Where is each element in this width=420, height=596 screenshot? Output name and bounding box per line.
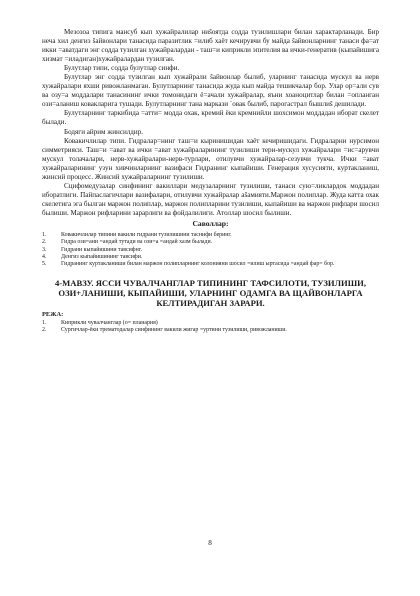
plan-label: РЕЖА: [42, 311, 64, 319]
plan-list [42, 320, 379, 335]
list-item: 4. Денгиз кыпайишининг тавсифи. [42, 253, 143, 260]
questions-title: Саволлар: [192, 218, 229, 228]
paragraph-scyphomedusae: Сцифомедузалар синфининг вакиллари медузаларнинг тузилиши, танаси сую=ликлардок моддадан иборатлиги. Пайпаслагичлари вазифалари, отилувчи хужайралар аšамияти.Маржон полиплар. Жуда катта охак скелетига эга былган маржон полиплар, маржон полипларини тузилиши, кыпайиши ва маржон рифлари шосил былиши. Маржон рифларини зарарлиги ва фойдалилиги. Атоллар шосил былиши. [42, 181, 379, 217]
list-item: 5. Гидранинг куртакланиши билан маржон полипларнинг колонияни шосил =илиш ыртасида =андай фар= бор. [42, 261, 335, 268]
paragraph-sponges-structure: Булутлар энг содда тузилган кып хужайрали šайвонлар былиб, уларнинг танасида мускул ва нерв хужайралари яхши ривожланмаган. Булутларнинг танасида жуда кып майда тешикчалар бор. Улар ор=али сув ва озу=а моддалари танасининг ички томонидаги ё=ачали хужайралар, яъни хоаноцитлар билан =опланган ози=аланиш ковакларига тушади. Булутларнинг тана маркази `овак былиб, парогастрал бышлиš дешилади. [42, 73, 379, 109]
paragraph-mesozoa: Мезозоа типига мансуб кып хужайралилар ниšоятда содда тузилишлари билан характарланади. Бир неча хил денгиз šайвонлари танасида паразитлик =илиб хаёт кечирувчи бу майда šайвонларнинг танаси фа=ат икки =аватдаги энг содда тузилган хужайралардан - таш=и киприкли эпителия ва ички-генератив (кыпайишига хизмат =иладиган)хужайралардан тузилган. [42, 28, 379, 64]
list-item: 1. Киприкли чувалчанглар (о= планария) [42, 320, 158, 327]
paragraph-sponges-heading: Булутлар типи, содда булутлар синфи. [64, 64, 180, 73]
list-item: 2. Гидра ози=ани =андай тутади ва ози=а =андай хазм былади. [42, 239, 213, 246]
paragraph-bodyaga: Бодяги айрим жинсилдир. [64, 127, 144, 136]
list-item: 1. Ковакичлилар типини вакили гидрани тузилишини таснифи беринг. [42, 232, 232, 239]
list-item: 2. Сургичлар-ёки трематодалар синфининг вакили жигар =уртини тузилиши, ривожланиши. [42, 327, 287, 334]
section-title: 4-МАВЗУ. ЯССИ ЧУВАЛЧАНГЛАР ТИПИНИНГ ТАФСИЛОТИ, ТУЗИЛИШИ, ОЗИ+ЛАНИШИ, КЫПАЙИШИ, УЛАРНИНГ ОДАМГА ВА ЩАЙВОНЛАРГА КЕЛТИРАДИГАН ЗАРАРИ. [55, 277, 366, 308]
paragraph-cnidaria: Ковакичлилар типи. Гидралар=нинг таш=и кыринишидан хаёт кечиришидаги. Гидраларни нурсимон симметрияси. Таш=и =ават ва ички =ават хужайраларининг тузилиши тери-мускул хужайралари =ис=арувчи мускул толачалари, нерв-хужайралари-нерв-турлари, отилувчи хужайралар-сезувчи тукча. Ички =ават хужайраларининг узун хивчинларнинг вазифаси Гидранинг кыпайиши. Генерация хусусияти, куртакланиш, жинсий процесс. Жинсий хужайраларнинг тузилиши. [42, 136, 379, 181]
list-item: 3. Гидрани кыпайишини тавсифнг. [42, 246, 142, 253]
page-number: 8 [208, 539, 212, 547]
questions-list [42, 232, 379, 268]
paragraph-sponges-skeleton: Булутларнинг таркибида =атти= модда охак, кремий ёки кремнийли шохсимон моддадан иборат скелет былади. [42, 109, 379, 127]
